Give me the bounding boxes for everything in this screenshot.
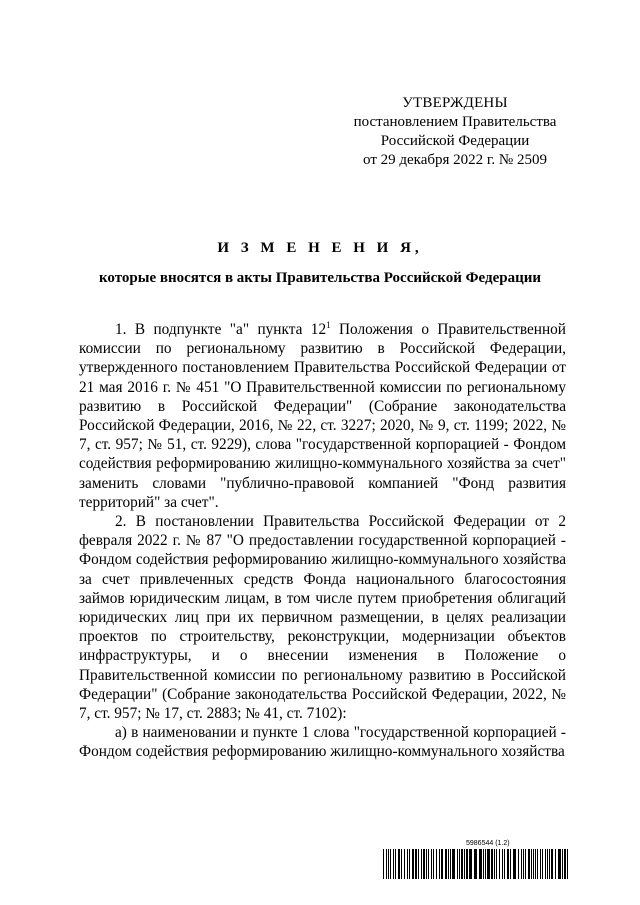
barcode-bar bbox=[421, 849, 422, 879]
document-title: И З М Е Н Е Н И Я, bbox=[217, 240, 423, 256]
document-subtitle: которые вносятся в акты Правительства Российской Федерации bbox=[98, 270, 542, 286]
barcode-bar bbox=[525, 849, 526, 879]
barcode-bar bbox=[423, 849, 425, 879]
paragraph-1 bbox=[79, 320, 566, 512]
barcode-bar bbox=[431, 849, 432, 879]
barcode-bar bbox=[450, 849, 451, 879]
barcode-bar bbox=[479, 849, 482, 879]
paragraph-3: а) в наименовании и пункте 1 слова "государственной корпорацией - Фондом содействия реформированию жилищно-коммунального хозяйства bbox=[79, 724, 566, 761]
barcode-bar bbox=[523, 849, 524, 879]
barcode-bar bbox=[496, 849, 497, 879]
barcode-bar bbox=[466, 849, 468, 879]
approval-line: Российской Федерации bbox=[380, 133, 530, 149]
barcode-bar bbox=[436, 849, 437, 879]
barcode-bar bbox=[535, 849, 536, 879]
barcode-bar bbox=[540, 849, 541, 879]
barcode-bar bbox=[567, 849, 568, 879]
barcode-bar bbox=[461, 849, 463, 879]
superscript: 1 bbox=[326, 319, 331, 330]
barcode-bar bbox=[395, 849, 396, 879]
document-body bbox=[79, 320, 566, 762]
barcode-bar bbox=[383, 849, 384, 879]
barcode-bar bbox=[386, 849, 387, 879]
barcode-bar bbox=[494, 849, 495, 879]
barcode-bar bbox=[555, 849, 556, 879]
approval-heading: УТВЕРЖДЕНЫ bbox=[402, 95, 508, 111]
barcode-bar bbox=[507, 849, 509, 879]
barcode-bar bbox=[401, 849, 402, 879]
barcode-bar bbox=[464, 849, 465, 879]
barcode-bar bbox=[518, 849, 519, 879]
barcode-bar bbox=[483, 849, 484, 879]
approval-stamp bbox=[340, 94, 570, 170]
barcode-bar bbox=[491, 849, 493, 879]
paragraph-2: 2. В постановлении Правительства Российской Федерации от 2 февраля 2022 г. № 87 "О предоставлении государственной корпорацией - Фондом содействия реформированию жилищно-коммунального хозяйства за счет привлеченных средств Фонда национального благосостояния займов юридическим лицам, в том числе путем приобретения облигаций юридических лиц при их первичном размещении, в целях реализации проектов по строительству, реконструкции, модернизации объектов инфраструктуры, и о внесении изменения в Положение о Правительственной комиссии по региональному развитию в Российской Федерации" (Собрание законодательства Российской Федерации, 2022, № 7, ст. 957; № 17, ст. 2883; № 41, ст. 7102): bbox=[79, 513, 566, 723]
barcode-bar bbox=[452, 849, 455, 879]
barcode-bar bbox=[398, 849, 400, 879]
barcode-bar bbox=[564, 849, 566, 879]
barcode-bar bbox=[393, 849, 394, 879]
barcode-bar bbox=[428, 849, 429, 879]
barcode-bar bbox=[441, 849, 443, 879]
barcode-bar bbox=[445, 849, 447, 879]
barcode-bar bbox=[404, 849, 405, 879]
barcode-bar bbox=[502, 849, 503, 879]
barcode-bar bbox=[448, 849, 449, 879]
barcode-bar bbox=[426, 849, 427, 879]
barcode-bar bbox=[409, 849, 410, 879]
barcode-bar bbox=[562, 849, 563, 879]
barcode-bar bbox=[418, 849, 419, 879]
barcode-bar bbox=[551, 849, 553, 879]
barcode-image bbox=[383, 849, 569, 879]
barcode-bar bbox=[407, 849, 408, 879]
barcode-bar bbox=[504, 849, 505, 879]
barcode-bar bbox=[487, 849, 490, 879]
document-code: 5986544 (1.2) bbox=[466, 840, 510, 847]
approval-date: от 29 декабря 2022 г. № 2509 bbox=[363, 152, 547, 168]
barcode-bar bbox=[547, 849, 548, 879]
barcode-bar bbox=[533, 849, 534, 879]
barcode-bar bbox=[390, 849, 391, 879]
paragraph-1-start: 1. В подпункте "а" пункта 12 bbox=[115, 321, 327, 338]
paragraph-1-rest: Положения о Правительственной комиссии по региональному развитию в Российской Федерации, утвержденного постановлением Правительства Российской Федерации от 21 мая 2016 г. № 451 "О Правительственной комиссии по региональному развитию в Российской Федерации" (Собрание законодательства Российской Федерации, 2016, № 22, ст. 3227; 2020, № 9, ст. 1199; 2022, № 7, ст. 957; № 51, ст. 9229), слова "государственной корпорацией - Фондом содействия реформированию жилищно-коммунального хозяйства за счет" заменить словами "публично-правовой компанией "Фонд развития территорий" за счет". bbox=[79, 321, 566, 511]
barcode-bar bbox=[499, 849, 500, 879]
barcode-bar bbox=[485, 849, 486, 879]
barcode-bar bbox=[474, 849, 477, 879]
barcode-bar bbox=[457, 849, 458, 879]
barcode-bar bbox=[412, 849, 414, 879]
barcode-bar bbox=[528, 849, 530, 879]
barcode-bar bbox=[531, 849, 532, 879]
barcode-bar bbox=[542, 849, 543, 879]
barcode-bar bbox=[415, 849, 417, 879]
barcode-bar bbox=[510, 849, 511, 879]
approval-line: постановлением Правительства bbox=[353, 114, 557, 130]
barcode-bar bbox=[537, 849, 538, 879]
barcode-bar bbox=[439, 849, 440, 879]
barcode-bar bbox=[545, 849, 546, 879]
barcode-bar bbox=[388, 849, 389, 879]
barcode-bar bbox=[469, 849, 472, 879]
barcode-bar bbox=[459, 849, 460, 879]
barcode-bar bbox=[513, 849, 516, 879]
barcode-bar bbox=[549, 849, 550, 879]
barcode-bar bbox=[433, 849, 434, 879]
barcode-bar bbox=[558, 849, 561, 879]
barcode-bar bbox=[521, 849, 522, 879]
